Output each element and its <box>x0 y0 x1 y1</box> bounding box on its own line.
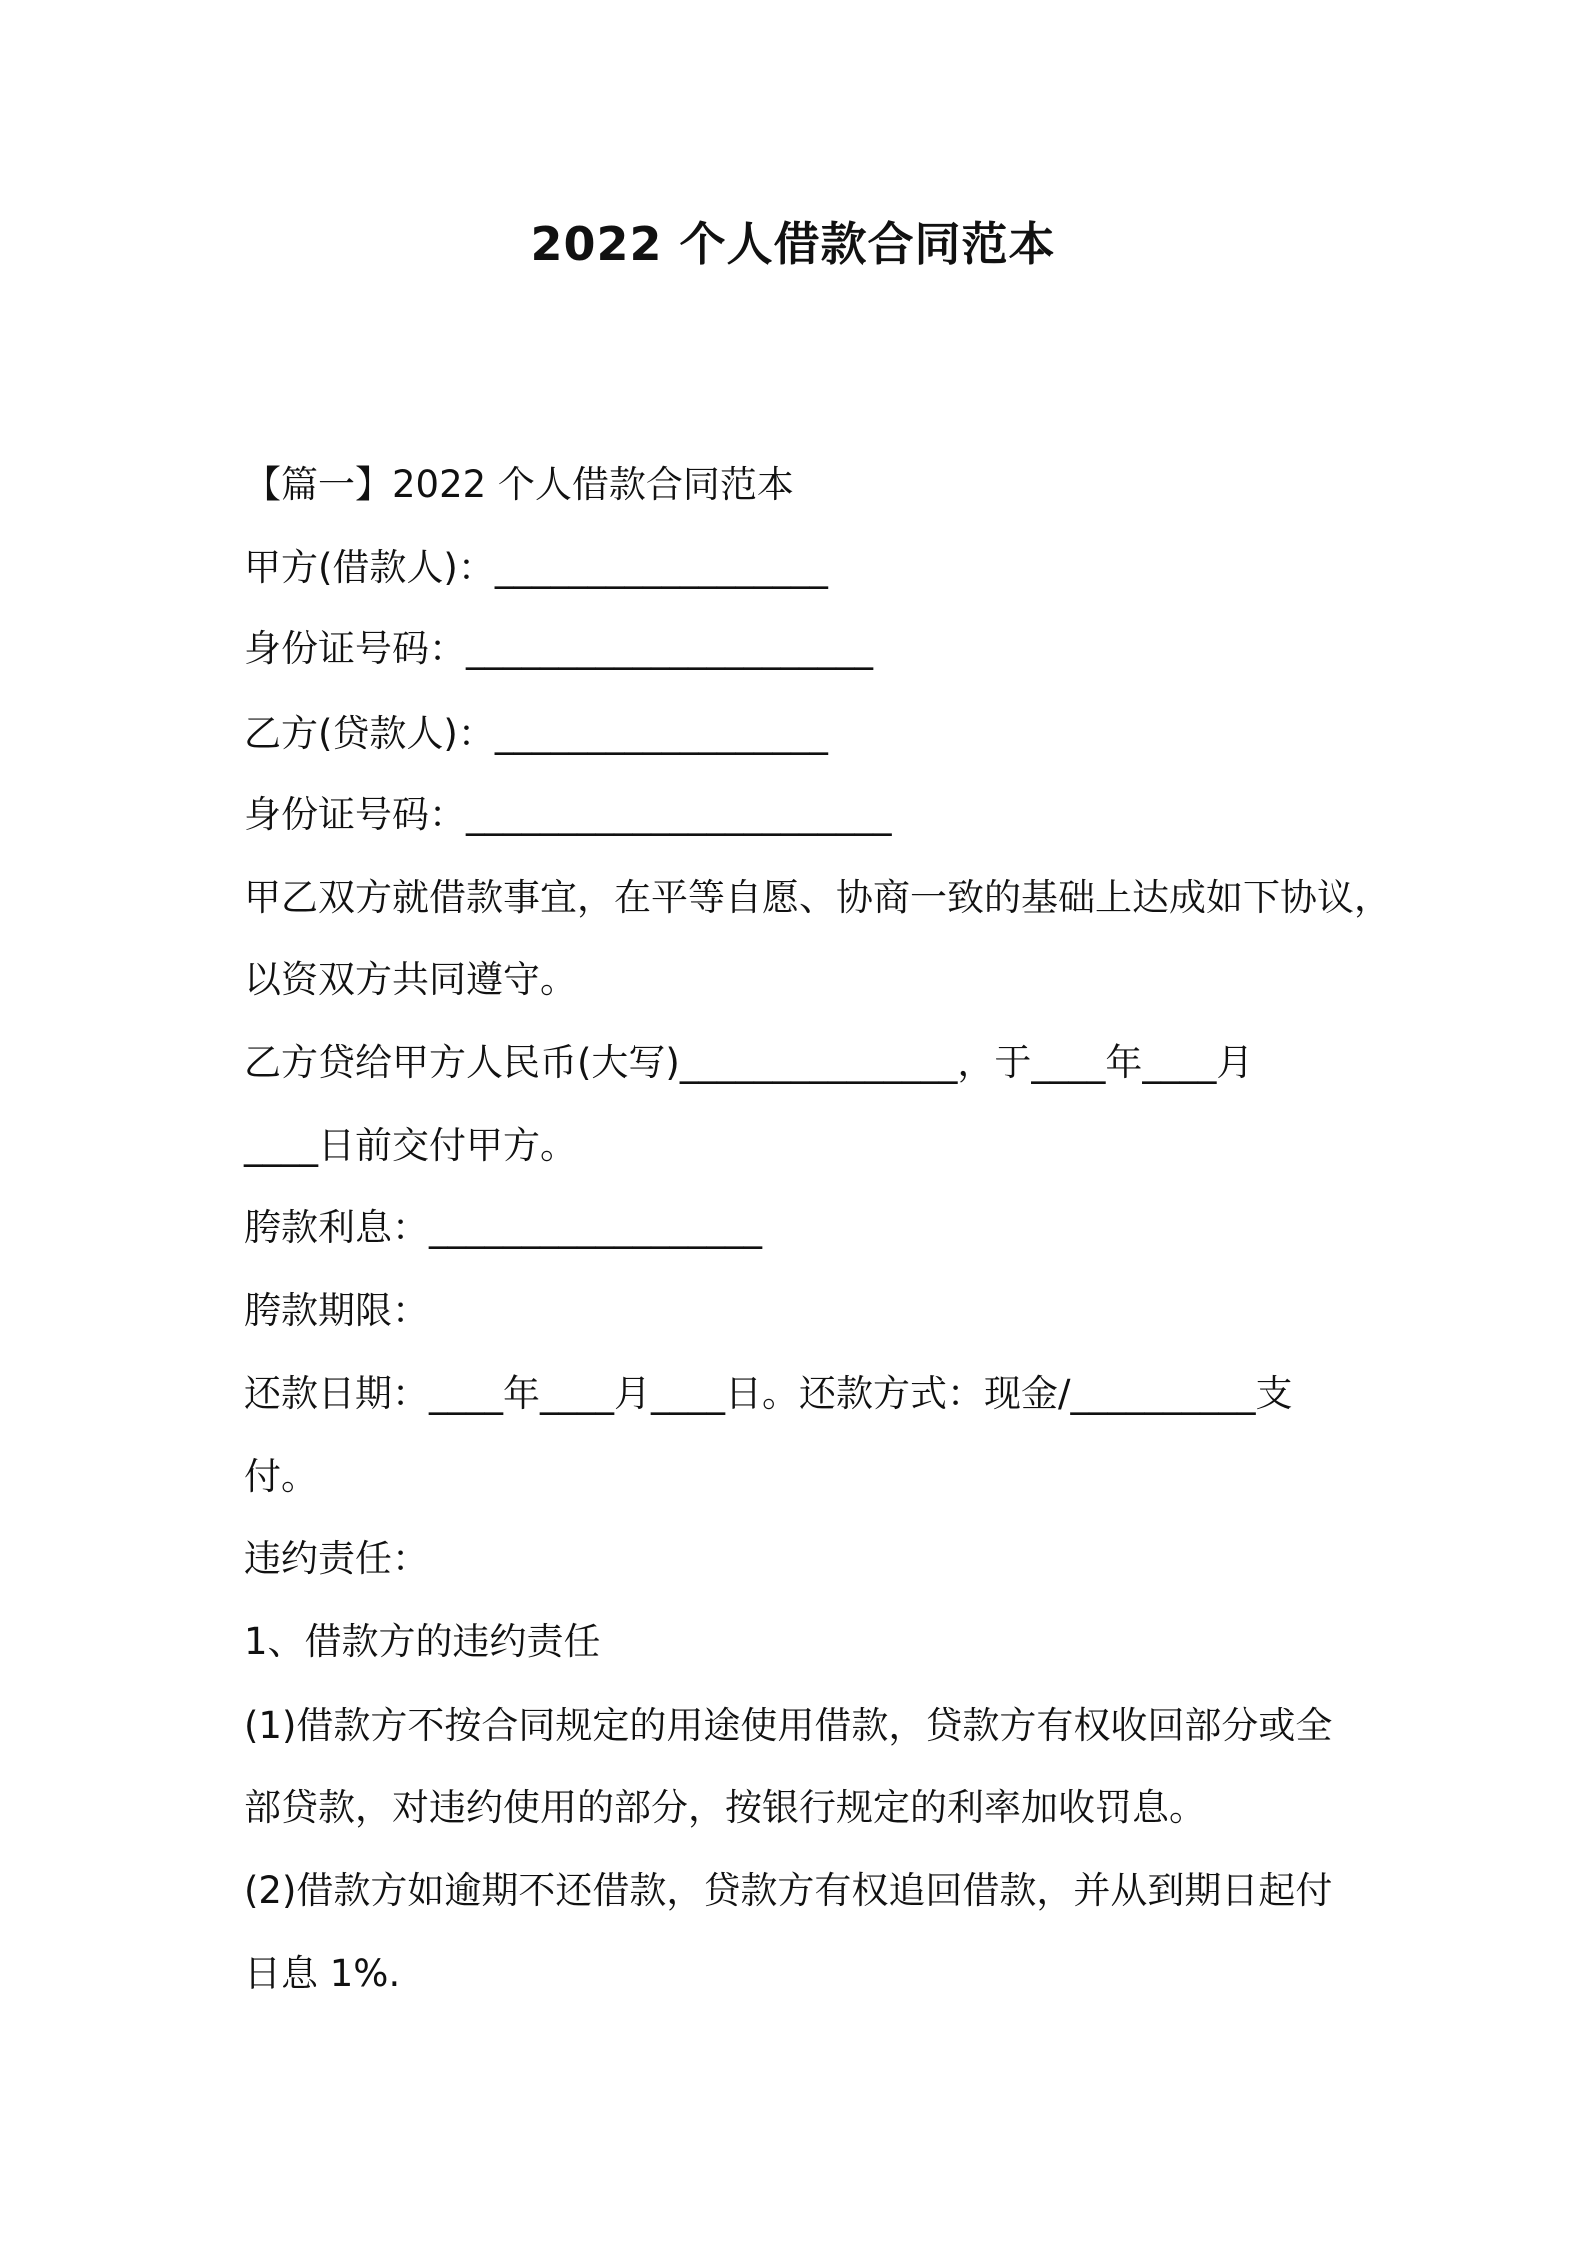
liability-clause-1: (1)借款方不按合同规定的用途使用借款，贷款方有权收回部分或全 <box>244 1704 1333 1747</box>
borrower-line: 甲方(借款人)：__________________ <box>244 546 828 589</box>
loan-amount-line: 乙方贷给甲方人民币(大写)_______________，于____年____月 <box>244 1041 1254 1084</box>
document-title: 2022 个人借款合同范本 <box>530 217 1056 271</box>
liability-heading: 违约责任： <box>244 1537 429 1580</box>
loan-delivery-line: ____日前交付甲方。 <box>244 1124 577 1167</box>
repayment-line: 还款日期：____年____月____日。还款方式：现金/__________支 <box>244 1372 1293 1415</box>
agreement-paragraph-line: 甲乙双方就借款事宜，在平等自愿、协商一致的基础上达成如下协议， <box>244 876 1391 919</box>
liability-clause-1: 部贷款，对违约使用的部分，按银行规定的利率加收罚息。 <box>244 1786 1206 1829</box>
borrower-liability-heading: 1、借款方的违约责任 <box>244 1620 601 1663</box>
section-heading: 【篇一】2022 个人借款合同范本 <box>244 463 794 506</box>
liability-clause-2: (2)借款方如逾期不还借款，贷款方有权追回借款，并从到期日起付 <box>244 1869 1333 1912</box>
lender-id-line: 身份证号码：_______________________ <box>244 793 892 836</box>
lender-line: 乙方(贷款人)：__________________ <box>244 712 828 755</box>
borrower-id-line: 身份证号码：______________________ <box>244 627 873 670</box>
liability-clause-2: 日息 1%. <box>244 1952 401 1995</box>
interest-line: 胯款利息：__________________ <box>244 1206 762 1249</box>
agreement-paragraph-line: 以资双方共同遵守。 <box>244 958 577 1001</box>
term-line: 胯款期限： <box>244 1289 429 1332</box>
repayment-line: 付。 <box>244 1455 318 1498</box>
